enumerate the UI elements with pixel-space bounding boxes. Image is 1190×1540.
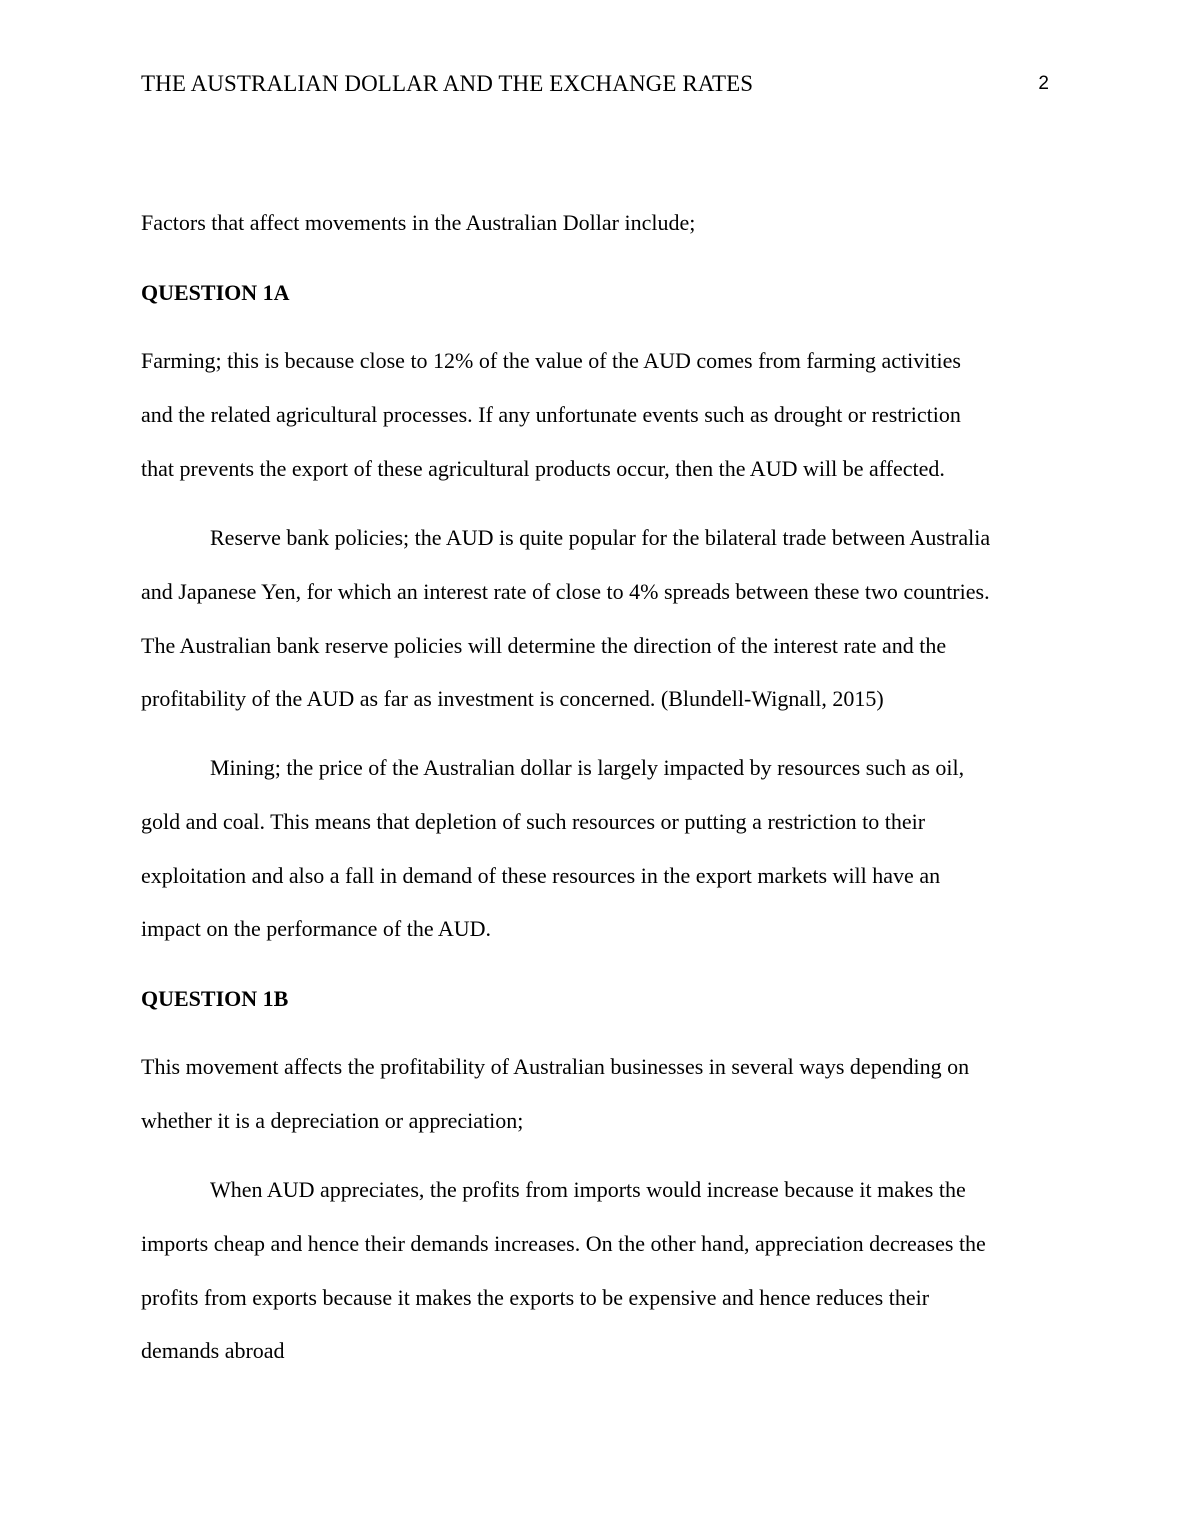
paragraph-line: profitability of the AUD as far as investment is concerned. (Blundell-Wignall, 2015) [141,686,884,712]
paragraph-line: impact on the performance of the AUD. [141,916,492,942]
question-1b-heading: QUESTION 1B [141,986,289,1011]
paragraph-line: and Japanese Yen, for which an interest rate of close to 4% spreads between these two countries. [141,578,990,604]
paragraph-line: whether it is a depreciation or appreciation; [141,1107,524,1133]
farming-paragraph [141,334,1053,495]
page-number: 2 [1038,73,1049,94]
paragraph-line: demands abroad [141,1338,285,1364]
paragraph-line: When AUD appreciates, the profits from imports would increase because it makes the [210,1177,966,1202]
paragraph-line: This movement affects the profitability of Australian businesses in several ways depending on [141,1054,970,1079]
paragraph-line: gold and coal. This means that depletion of such resources or putting a restriction to their [141,808,926,834]
paragraph-line: imports cheap and hence their demands increases. On the other hand, appreciation decreases the [141,1230,986,1256]
movement-intro-paragraph [141,1040,1053,1148]
question-1a-heading: QUESTION 1A [141,280,290,305]
paragraph-line: that prevents the export of these agricultural products occur, then the AUD will be affected. [141,455,945,481]
paragraph-line: Mining; the price of the Australian dollar is largely impacted by resources such as oil, [210,755,965,780]
paragraph-line: The Australian bank reserve policies will determine the direction of the interest rate and the [141,632,947,658]
intro-paragraph [141,196,1053,250]
paragraph-line: exploitation and also a fall in demand of these resources in the export markets will have an [141,862,941,888]
paragraph-line: Reserve bank policies; the AUD is quite popular for the bilateral trade between Australia [210,525,991,550]
appreciation-paragraph [141,1163,1053,1378]
mining-paragraph [141,741,1053,956]
running-head: THE AUSTRALIAN DOLLAR AND THE EXCHANGE RATES [141,71,754,96]
paragraph-line: and the related agricultural processes. If any unfortunate events such as drought or restriction [141,401,961,427]
paragraph-line: Farming; this is because close to 12% of the value of the AUD comes from farming activities [141,348,961,373]
reserve-bank-paragraph [141,511,1053,726]
intro-line: Factors that affect movements in the Australian Dollar include; [141,210,696,235]
paragraph-line: profits from exports because it makes the exports to be expensive and hence reduces their [141,1284,930,1310]
